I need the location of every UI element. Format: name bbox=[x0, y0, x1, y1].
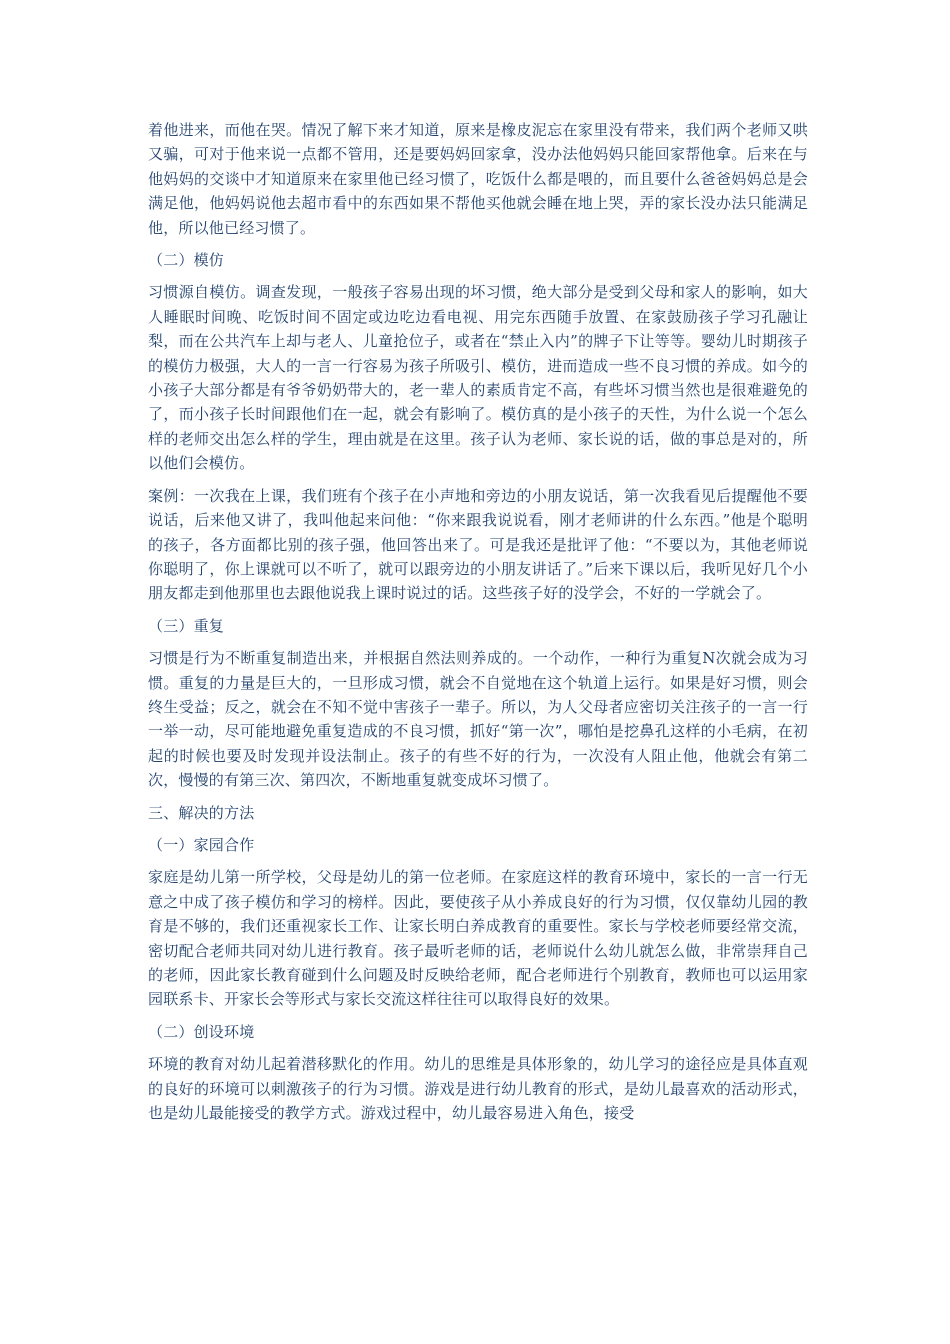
document-page bbox=[148, 118, 808, 1133]
section-heading-home-school: （一）家园合作 bbox=[148, 835, 255, 854]
paragraph-imitation: 习惯源自模仿。调查发现，一般孩子容易出现的坏习惯，绝大部分是受到父母和家人的影响，如大人睡眠时间晚、吃饭时间不固定或边吃边看电视、用完东西随手放置、在家鼓励孩子学习孔融让梨，而在公共汽车上却与老人、儿童抢位子，或者在“禁止入内”的牌子下让等等。婴幼儿时期孩子的模仿力极强，大人的一言一行容易为孩子所吸引、模仿，进而造成一些不良习惯的养成。如今的小孩子大部分都是有爷爷奶奶带大的，老一辈人的素质肯定不高，有些坏习惯当然也是很难避免的了，而小孩子长时间跟他们在一起，就会有影响了。模仿真的是小孩子的天性，为什么说一个怎么样的老师交出怎么样的学生，理由就是在这里。孩子认为老师、家长说的话，做的事总是对的，所以他们会模仿。 bbox=[148, 283, 808, 473]
section-heading-environment: （二）创设环境 bbox=[148, 1022, 255, 1041]
paragraph-case-example: 案例：一次我在上课，我们班有个孩子在小声地和旁边的小朋友说话，第一次我看见后提醒他不要说话，后来他又讲了，我叫他起来问他：“你来跟我说说看，刚才老师讲的什么东西。”他是个聪明的孩子，各方面都比别的孩子强，他回答出来了。可是我还是批评了他：“不要以为，其他老师说你聪明了，你上课就可以不听了，就可以跟旁边的小朋友讲话了。”后来下课以后，我听见好几个小朋友都走到他那里也去跟他说我上课时说过的话。这些孩子好的没学会，不好的一学就会了。 bbox=[148, 486, 808, 603]
chapter-heading-solutions: 三、解决的方法 bbox=[148, 803, 255, 822]
paragraph-case-continuation: 着他进来，而他在哭。情况了解下来才知道，原来是橡皮泥忘在家里没有带来，我们两个老师又哄又骗，可对于他来说一点都不管用，还是要妈妈回家拿，没办法他妈妈只能回家帮他拿。后来在与他妈妈的交谈中才知道原来在家里他已经习惯了，吃饭什么都是喂的，而且要什么爸爸妈妈总是会满足他，他妈妈说他去超市看中的东西如果不帮他买他就会睡在地上哭，弄的家长没办法只能满足他，所以他已经习惯了。 bbox=[148, 121, 808, 237]
section-heading-imitation: （二）模仿 bbox=[148, 251, 225, 270]
paragraph-home-school: 家庭是幼儿第一所学校，父母是幼儿的第一位老师。在家庭这样的教育环境中，家长的一言一行无意之中成了孩子模仿和学习的榜样。因此，要使孩子从小养成良好的行为习惯，仅仅靠幼儿园的教育是不够的，我们还重视家长工作、让家长明白养成教育的重要性。家长与学校老师要经常交流，密切配合老师共同对幼儿进行教育。孩子最听老师的话，老师说什么幼儿就怎么做，非常崇拜自己的老师，因此家长教育碰到什么问题及时反映给老师，配合老师进行个别教育，教师也可以运用家园联系卡、开家长会等形式与家长交流这样往往可以取得良好的效果。 bbox=[148, 868, 808, 1009]
paragraph-environment: 环境的教育对幼儿起着潜移默化的作用。幼儿的思维是具体形象的，幼儿学习的途径应是具体直观的良好的环境可以刺激孩子的行为习惯。游戏是进行幼儿教育的形式，是幼儿最喜欢的活动形式，也是幼儿最能接受的教学方式。游戏过程中，幼儿最容易进入角色，接受 bbox=[148, 1055, 808, 1123]
paragraph-repetition: 习惯是行为不断重复制造出来，并根据自然法则养成的。一个动作，一种行为重复N次就会成为习惯。重复的力量是巨大的，一旦形成习惯，就会不自觉地在这个轨道上运行。如果是好习惯，则会终生受益；反之，就会在不知不觉中害孩子一辈子。所以，为人父母者应密切关注孩子的一言一行一举一动，尽可能地避免重复造成的不良习惯，抓好“第一次”，哪怕是挖鼻孔这样的小毛病，在初起的时候也要及时发现并设法制止。孩子的有些不好的行为，一次没有人阻止他，他就会有第二次，慢慢的有第三次、第四次，不断地重复就变成坏习惯了。 bbox=[148, 649, 808, 790]
section-heading-repetition: （三）重复 bbox=[148, 616, 225, 635]
